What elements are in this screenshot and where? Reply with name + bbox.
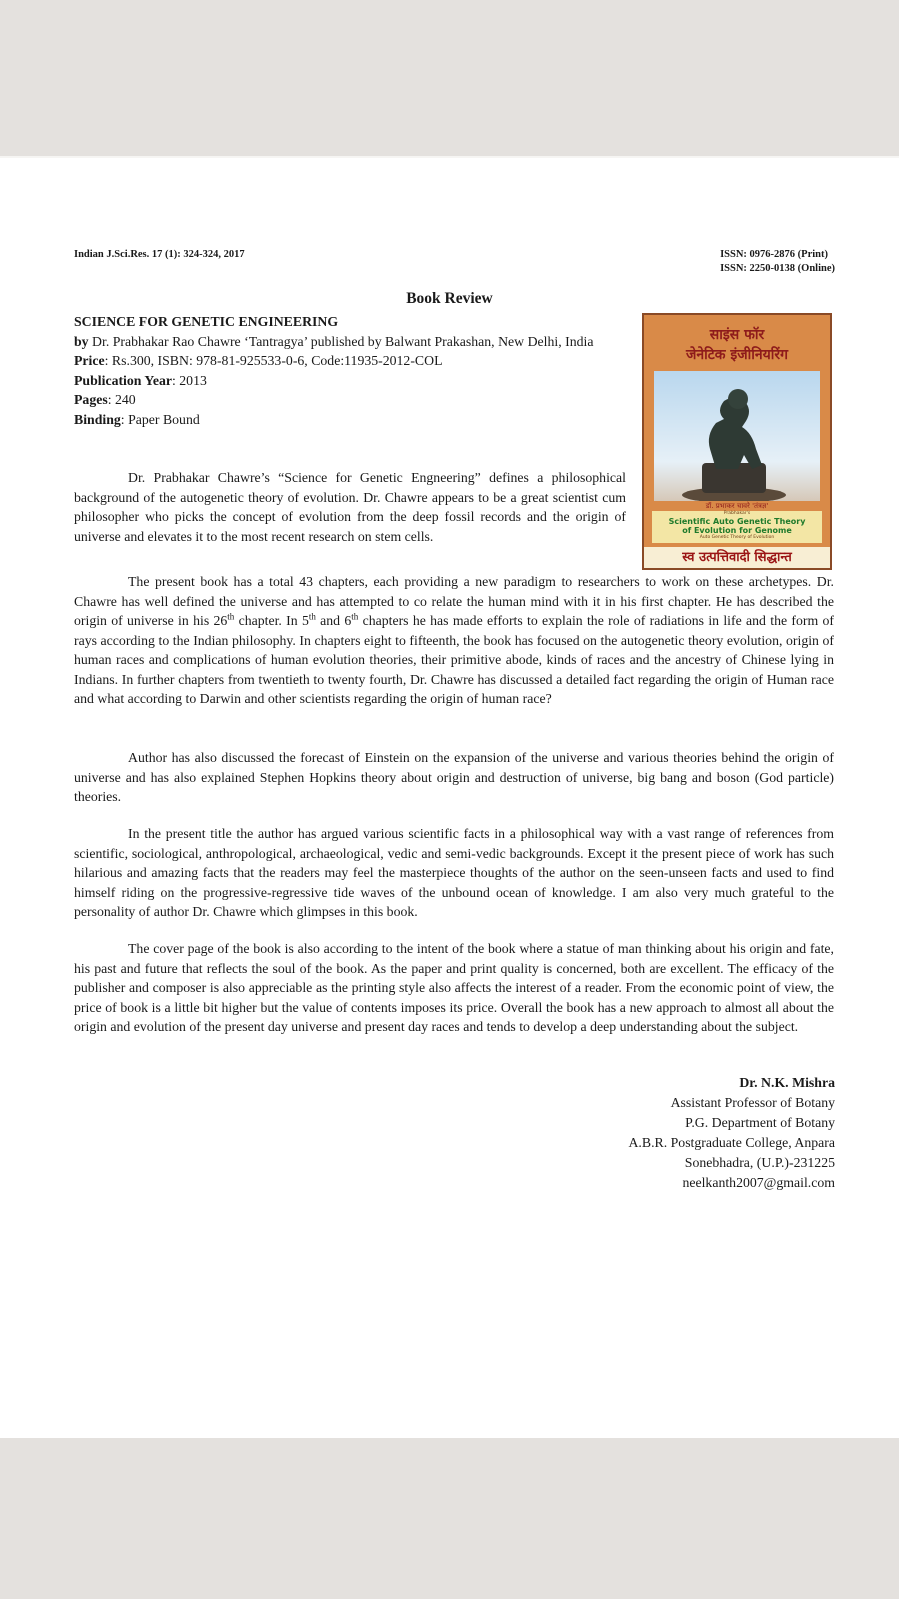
price-value: : Rs.300, ISBN: 978-81-925533-0-6, Code:11935-2012-COL xyxy=(104,353,443,368)
paragraph-2 xyxy=(74,572,834,709)
review-heading: Book Review xyxy=(406,290,493,307)
reviewer-address: Sonebhadra, (U.P.)-231225 xyxy=(684,1155,835,1170)
reviewer-department: P.G. Department of Botany xyxy=(685,1115,835,1130)
reviewer-signature xyxy=(628,1073,835,1193)
p2-sup-2: th xyxy=(308,611,316,622)
thinker-statue-image xyxy=(654,371,820,501)
by-label: by xyxy=(74,333,89,349)
year-line xyxy=(74,371,634,391)
issn-print: ISSN: 0976-2876 (Print) xyxy=(720,249,828,260)
pages-label: Pages xyxy=(74,392,108,407)
cover-author-devanagari: डॉ. प्रभाकर चावरे 'तंत्रज्ञ' xyxy=(705,502,769,510)
thinker-statue-icon xyxy=(654,371,820,501)
p2-part-a: The present book has a total 43 chapters, each providing a new paradigm to researchers to work on these archetypes. Dr. Chawre has well defined the universe and has attempted to co relate the human mind with it in his first chapter. He has described the origin of universe in his 26 xyxy=(74,574,834,628)
p2-part-b: chapter. In 5 xyxy=(234,613,309,628)
year-label: Publication Year xyxy=(74,372,172,388)
binding-value: : Paper Bound xyxy=(120,411,200,427)
reviewer-college: A.B.R. Postgraduate College, Anpara xyxy=(628,1135,835,1150)
pages-line xyxy=(74,390,634,410)
p2-part-c: and 6 xyxy=(315,613,352,628)
binding-label: Binding xyxy=(74,411,121,427)
issn-online: ISSN: 2250-0138 (Online) xyxy=(720,263,835,274)
price-label: Price xyxy=(74,353,105,368)
book-byline xyxy=(74,332,634,352)
cover-english-title-1: Scientific Auto Genetic Theory xyxy=(668,517,806,526)
paragraph-1: Dr. Prabhakar Chawre’s “Science for Genetic Engneering” defines a philosophical background of the autogenetic theory of evolution. Dr. Chawre appears to be a great scientist cum philosopher who picks the concept of evolution from the deep fossil records and the origin of universe and elevates it to the most recent research on stem cells. xyxy=(74,470,626,544)
book-details xyxy=(74,312,634,429)
binding-line xyxy=(74,410,634,430)
p2-part-d: chapters he has made efforts to explain the role of radiations in life and the form of rays according to the Indian philosophy. In chapters eight to fifteenth, the book has focused on the autogenetic theory evolution, origin of human races and complications of human evolution theories, their primitive abode, kinds of races and the ancestry of Chinese lying in Indians. In further chapters from twentieth to twenty fourth, Dr. Chawre has discussed a detailed fact regarding the origin of Human race and what according to Darwin and other scientists regarding the origin of human race? xyxy=(74,613,834,706)
document-page xyxy=(0,158,899,1438)
issn-block xyxy=(720,248,835,276)
reviewer-name: Dr. N.K. Mishra xyxy=(739,1075,835,1090)
cover-english-title-box xyxy=(652,511,822,543)
p2-sup-1: th xyxy=(227,611,235,622)
cover-bottom-title: स्व उत्पत्तिवादी सिद्धान्त xyxy=(644,547,830,568)
reviewer-title: Assistant Professor of Botany xyxy=(670,1095,835,1110)
cover-english-title-2: of Evolution for Genome xyxy=(682,526,792,535)
byline-text: Dr. Prabhakar Rao Chawre ‘Tantragya’ published by Balwant Prakashan, New Delhi, India xyxy=(88,333,594,349)
book-title: SCIENCE FOR GENETIC ENGINEERING xyxy=(74,314,339,329)
cover-title-line2: जेनेटिक इंजीनियरिंग xyxy=(685,347,789,363)
paragraph-4: In the present title the author has argued various scientific facts in a philosophical way with a vast range of references from scientific, sociological, anthropological, archaeological, vedic and semi-vedic backgrounds. Except it the present piece of work has such hilarious and amazing facts that the readers may feel the masterpiece thoughts of the author on the seen-unseen facts and used to find himself riding on the progressive-regressive tide waves of the unbound ocean of knowledge. I am also very much grateful to the personality of author Dr. Chawre which glimpses in this book. xyxy=(74,826,834,919)
year-value: : 2013 xyxy=(171,372,207,388)
journal-citation: Indian J.Sci.Res. 17 (1): 324-324, 2017 xyxy=(74,249,245,260)
price-line xyxy=(74,351,634,371)
paragraph-3: Author has also discussed the forecast of Einstein on the expansion of the universe and various theories behind the origin of universe and has also explained Stephen Hopkins theory about origin and destruction of universe, big bang and boson (God particle) theories. xyxy=(74,750,834,804)
cover-title-line1: साइंस फॉर xyxy=(709,327,765,343)
p2-sup-3: th xyxy=(351,611,359,622)
book-cover-image xyxy=(642,313,832,570)
reviewer-email[interactable]: neelkanth2007@gmail.com xyxy=(682,1175,835,1190)
cover-author-small: Prabhakar's xyxy=(723,511,751,516)
paragraph-5: The cover page of the book is also according to the intent of the book where a statue of man thinking about his origin and fate, his past and future that reflects the soul of the book. As the paper and print quality is concerned, both are excellent. The efficacy of the publisher and composer is also appreciable as the printing style also affects the interest of a reader. From the economic point of view, the price of book is a little bit higher but the value of contents imposes its price. Overall the book has a new approach to almost all about the origin and evolution of the present day universe and present day races and tends to develop a deep understanding about the subject. xyxy=(74,941,834,1034)
cover-english-subtitle: Auto Genetic Theory of Evolution xyxy=(699,535,775,540)
pages-value: : 240 xyxy=(107,392,136,407)
